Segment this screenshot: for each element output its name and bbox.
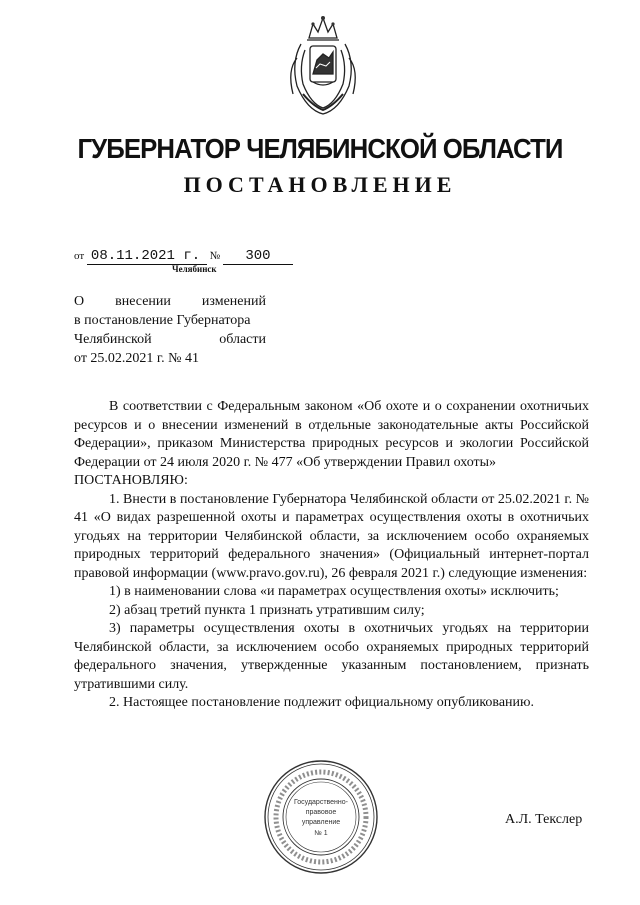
item-1-subitem-2: 2) абзац третий пункта 1 признать утратившим силу; bbox=[109, 602, 425, 618]
signer-name: А.Л. Текслер bbox=[505, 812, 583, 827]
seal-center-line-1: Государственно- bbox=[293, 799, 349, 806]
governor-title: ГУБЕРНАТОР ЧЕЛЯБИНСКОЙ ОБЛАСТИ bbox=[77, 133, 563, 164]
seal-center-line-4: № 1 bbox=[314, 830, 328, 837]
document-type: ПОСТАНОВЛЕНИЕ bbox=[183, 172, 457, 197]
item-1-subitem-1: 1) в наименовании слова «и параметрах осуществления охоты» исключить; bbox=[109, 584, 559, 599]
date-number-line bbox=[74, 248, 293, 265]
subject-line-1: О внесении изменений bbox=[74, 294, 266, 309]
document-date: 08.11.2021 г. bbox=[87, 248, 207, 265]
seal-center-line-2: правовое bbox=[305, 809, 337, 816]
subject-block bbox=[74, 292, 266, 368]
item-1-paragraph: 1. Внести в постановление Губернатора Челябинской области от 25.02.2021 г. № 41 «О видах разрешенной охоты и параметрах осуществления охоты в охотничьих угодьях на территории Челябинской области, за исключением особо охраняемых природных территорий федерального значения» (Официальный интернет-портал правовой информации (www.pravo.gov.ru), 26 февраля 2021 г.) следующие изменения: bbox=[74, 491, 589, 581]
item-2-paragraph: 2. Настоящее постановление подлежит официальному опубликованию. bbox=[109, 695, 534, 710]
subject-line-4: от 25.02.2021 г. № 41 bbox=[74, 351, 199, 366]
seal-center-line-3: управление bbox=[301, 819, 341, 826]
subject-line-3: Челябинской области bbox=[74, 332, 266, 347]
coat-of-arms-emblem bbox=[283, 14, 363, 118]
official-seal-stamp bbox=[262, 758, 380, 876]
preamble-paragraph: В соответствии с Федеральным законом «Об охоте и о сохранении охотничьих ресурсов и о внесении изменений в отдельные законодательные акты Российской Федерации», приказом Министерства природных ресурсов и экологии Российской Федерации от 24 июля 2020 г. № 477 «Об утверждении Правил охоты» bbox=[74, 399, 589, 470]
number-label: № bbox=[209, 250, 221, 262]
document-body bbox=[74, 398, 589, 713]
decree-word: ПОСТАНОВЛЯЮ: bbox=[74, 473, 188, 488]
document-number: 300 bbox=[223, 248, 293, 265]
subject-line-2: в постановление Губернатора bbox=[74, 313, 251, 328]
from-label: от bbox=[74, 250, 85, 262]
item-1-subitem-3: 3) параметры осуществления охоты в охотничьих угодьях на территории Челябинской области, за исключением особо охраняемых природных территорий федерального значения, утвержденные указанным постановлением, признать утратившими силу. bbox=[74, 621, 589, 692]
city-label: Челябинск bbox=[172, 264, 217, 274]
